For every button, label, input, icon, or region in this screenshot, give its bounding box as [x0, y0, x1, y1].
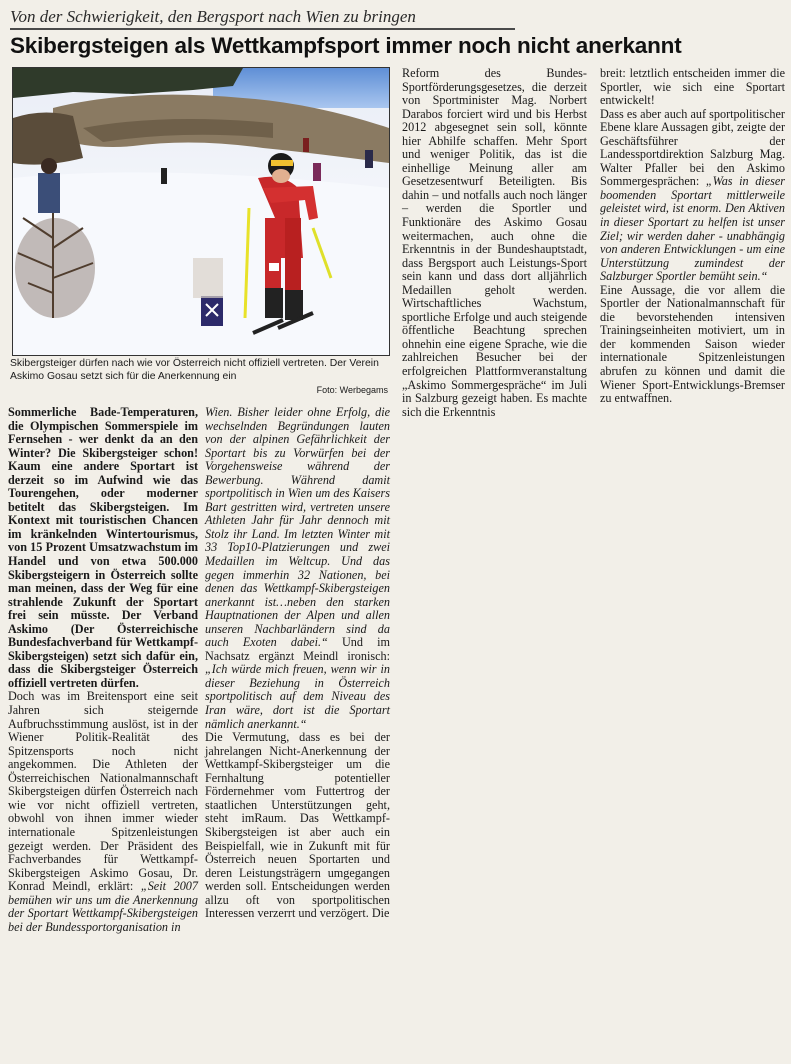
quote-text: „Ich würde mich freuen, wenn wir in dieser Beziehung in Österreich sportpolitisch auf dem Niveau des Iran wäre, dort ist die Sportart nämlich anerkannt.“ [205, 662, 390, 731]
quote-text: Wien. Bisher leider ohne Erfolg, die wechselnden Begründungen lauten von der alpinen Gefährlichkeit der Sportart bis zu Vorwürfen bei der Vorgehensweise während der Bewerbung. Während damit sportpolitisch in Wien um des Kaisers Bart gestritten wird, vertreten unsere Athleten Jahr für Jahr dennoch mit Stolz ihr Land. Im letzten Winter mit 33 Top10-Platzierungen und zwei Medaillen im Weltcup. Und das gegen immerhin 32 Nationen, bei denen das Wettkampf-Skibergsteigen anerkannt ist…neben den starken Hauptnationen der Alpen und allen unseren Nachbarländern sind da auch Exoten dabei.“ [205, 405, 390, 650]
body-text: Und im Nachsatz ergänzt Meindl ironisch: [205, 635, 390, 663]
headline: Skibergsteigen als Wettkampfsport immer noch nicht anerkannt [10, 33, 682, 58]
column-3 [402, 67, 587, 419]
paragraph: Eine Aussage, die vor allem die Sportler der Nationalmannschaft für die bevorstehenden intensiven Trainingseinheiten motiviert, um in der kommenden Saison wieder internationale Spitzenleistungen abrufen zu können und damit die Wiener Sport-Entwicklungs-Bremser zu entwaffnen. [600, 282, 785, 406]
paragraph [205, 406, 390, 731]
article-photo [12, 67, 390, 356]
paragraph [600, 108, 785, 284]
paragraph: Reform des Bundes-Sportförderungsgesetzes, die derzeit von Sportminister Mag. Norbert Darabos forciert wird und bis Herbst 2012 abgesegnet sein soll, könnte hier Abhilfe schaffen. Mehr Sport und weniger Politik, das ist die einhellige Meinung aller am Gesetzesentwurf Beteiligten. Bis dahin – und notfalls auch noch länger – werden die Sportler und Funktionäre des Askimo Gosau weitermachen, auch ohne die Erkenntnis in der Bundeshauptstadt, dass Bergsport auch Leistungs-Sport sein kann und dass dort alljährlich Medaillen geholt werden. Wirtschaftliches Wachstum, sportliche Erfolge und auch steigende öffentliche Beachtung sprechen ohnehin eine eigene Sprache, wie die zahlreichen Besucher bei der erfolgreichen Plattformveranstaltung „Askimo Sommergespräche“ im Juli in Salzburg gezeigt haben. Es machte sich die Erkenntnis [402, 66, 587, 419]
kicker: Von der Schwierigkeit, den Bergsport nach Wien zu bringen [10, 6, 515, 30]
lead-paragraph: Sommerliche Bade-Temperaturen, die Olympischen Sommerspiele im Fernsehen - wer denkt da an den Winter? Die Skibergsteiger schon! Kaum eine andere Sportart ist derzeit so im Aufwind wie das Tourengehen, oder moderner betitelt das Skibergsteigen. Im Kontext mit touristischen Chancen im kränkelnden Wintertourismus, von 15 Prozent Umsatzwachstum im Handel und von etwa 500.000 Skibergsteigern in Österreich sollte man meinen, dass der Weg für eine strahlende Zukunft der Sportart frei sein müsste. Der Verband Askimo (Der Österreichische Bundesfachverband für Wettkampf-Skibergsteigen) setzt sich dafür ein, dass die Skibergsteiger Österreich offiziell vertreten dürfen. [8, 405, 198, 690]
photo-caption [10, 357, 388, 397]
paragraph: Die Vermutung, dass es bei der jahrelangen Nicht-Anerkennung der Wettkampf-Skibergsteiger um die Fernhaltung potentieller Fördernehmer vom Futtertrog der staatlichen Unterstützungen geht, steht imRaum. Das Wettkampf-Skibergsteigen ist aber auch ein Beispielfall, wie in Zukunft mit für Österreich neuen Sportarten und deren Leistungsträgern umgegangen werden soll. Entscheidungen werden allzu oft von sportpolitischen Interessen verzerrt und verzögert. Die [205, 730, 390, 921]
paragraph: breit: letztlich entscheiden immer die Sportler, wie sich eine Sportart entwickelt! [600, 66, 785, 108]
ski-mountaineer-photo [13, 68, 389, 355]
quote-text: „Was in dieser boomenden Sportart mittlerweile geleistet wird, ist enorm. Den Aktiven in dieser Sportart zu helfen ist unser Ziel; wir werden daher - unabhängig von anderen Entwicklungen - um eine Unterstützung zumindest der Salzburger Sportler bemüht sein.“ [600, 174, 785, 284]
paragraph [8, 690, 198, 934]
column-2 [205, 406, 390, 921]
column-4 [600, 67, 785, 406]
quote-text: „Seit 2007 bemühen wir uns um die Anerkennung der Sportart Wettkampf-Skibergsteigen bei der Bundessportorganisation in [8, 879, 198, 934]
bleed-through-text [520, 8, 785, 28]
body-text: Dass es aber auch auf sportpolitischer Ebene klare Aussagen gibt, zeigte der Geschäftsführer der Landessportdirektion Salzburg Mag. Walter Pfaller bei den Askimo Sommergesprächen: [600, 106, 785, 189]
column-1 [8, 406, 198, 934]
caption-text: Skibergsteiger dürfen nach wie vor Österreich nicht offiziell vertreten. Der Verein Askimo Gosau setzt sich für die Anerkennung ein [10, 358, 379, 383]
photo-credit: Foto: Werbegams [316, 384, 388, 395]
body-text: Doch was im Breitensport eine seit Jahren sich steigernde Aufbruchsstimmung auslöst, ist in der Wiener Politik-Realität des Spitzensports noch nicht angekommen. Die Athleten der Österreichischen Nationalmannschaft Skibergsteigen dürfen Österreich nach wie vor nicht offiziell vertreten, obwohl von ihnen immer wieder internationale Spitzenleistungen gezeigt werden. Der Präsident des Fachverbandes für Wettkampf-Skibergsteigen Askimo Gosau, Dr. Konrad Meindl, erklärt: [8, 689, 198, 894]
